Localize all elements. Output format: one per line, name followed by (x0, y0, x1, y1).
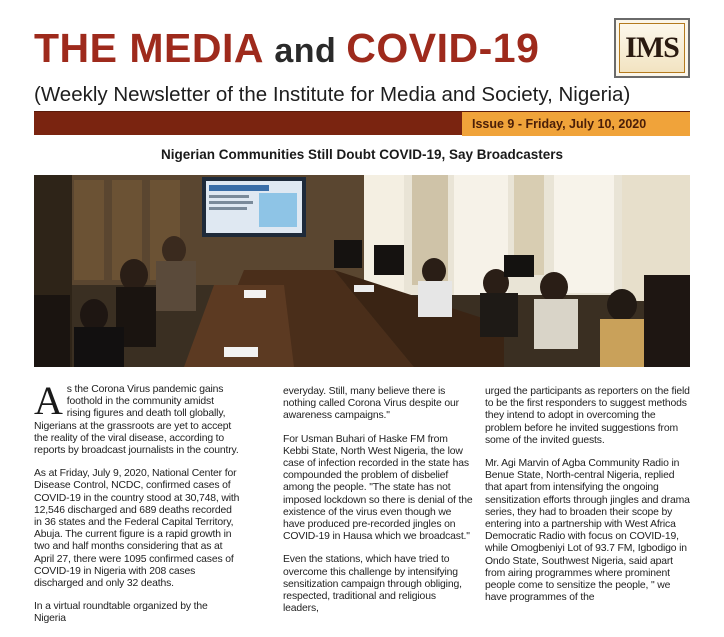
col2-paragraph-2: For Usman Buhari of Haske FM from Kebbi State, North West Nigeria, the low case of infection recorded in the state has compounded the problem of disbelief among the people. "The state has not imposed lockdown so there is denial of the existence of the virus even though we have produced pre-recorded jingles on COVID-19 in Hausa which we broadcast." (283, 433, 473, 543)
col2-paragraph-3: Even the stations, which have tried to overcome this challenge by intensifying sensitization campaign through obliging, respected, traditional and religious leaders, (283, 554, 462, 615)
title-covid: COVID-19 (346, 25, 540, 71)
col3-paragraph-2: Mr. Agi Marvin of Agba Community Radio in Benue State, North-central Nigeria, replied that apart from intensifying the ongoing sensitization efforts through jingles and drama series, they had to broaden their scope by entering into a partnership with West Africa Democratic Radio with focus on COVID-19, while Omogbeniyi Lot of 93.7 FM, Igbodigo in Ondo State, Southwest Nigeria, said apart from airing programmes where prominent people come to sensitize the people, " we have programmes of the (485, 458, 690, 604)
title-and: and (274, 32, 347, 70)
col1-p1-text: s the Corona Virus pandemic gains foothold in the community amidst rising figures and death toll globally, Nigerians at the grassroots are yet to accept the reality of the viral disease, according to reports by broadcast journalists in the country. (34, 384, 239, 457)
article-column-2 (283, 386, 473, 626)
ims-logo (614, 18, 690, 78)
col2-paragraph-1: everyday. Still, many believe there is nothing called Corona Virus despite our awareness campaigns." (283, 386, 459, 422)
newsletter-subtitle: (Weekly Newsletter of the Institute for Media and Society, Nigeria) (34, 83, 631, 106)
ims-logo-text: IMS (619, 23, 685, 73)
drop-cap: A (34, 378, 63, 423)
article-headline: Nigerian Communities Still Doubt COVID-19, Say Broadcasters (160, 147, 564, 162)
col1-paragraph-2: As at Friday, July 9, 2020, National Center for Disease Control, NCDC, confirmed cases of COVID-19 in the country stood at 30,748, with 12,546 discharged and 689 deaths recorded in 36 states and the Federal Capital Territory, Abuja. The current figure is a rapid growth in two and half months considering that as at April 27, there were 1095 confirmed cases of COVID-19 in Nigeria with 208 cases discharged and only 32 deaths. (34, 468, 240, 590)
issue-bar (34, 111, 690, 135)
col1-paragraph-1 (34, 378, 240, 457)
issue-label: Issue 9 - Friday, July 10, 2020 (462, 112, 690, 136)
newsletter-title (34, 24, 614, 75)
roundtable-photo (34, 175, 690, 367)
article-column-3 (485, 386, 690, 615)
article-column-1 (34, 378, 240, 637)
col3-paragraph-1: urged the participants as reporters on the field to be the first responders to suggest methods they intend to adopt in overcoming the problem before he invited suggestions from some of the invited guests. (485, 386, 690, 446)
title-the-media: THE MEDIA (34, 25, 275, 71)
col1-paragraph-3: In a virtual roundtable organized by the Nigeria (34, 601, 208, 625)
